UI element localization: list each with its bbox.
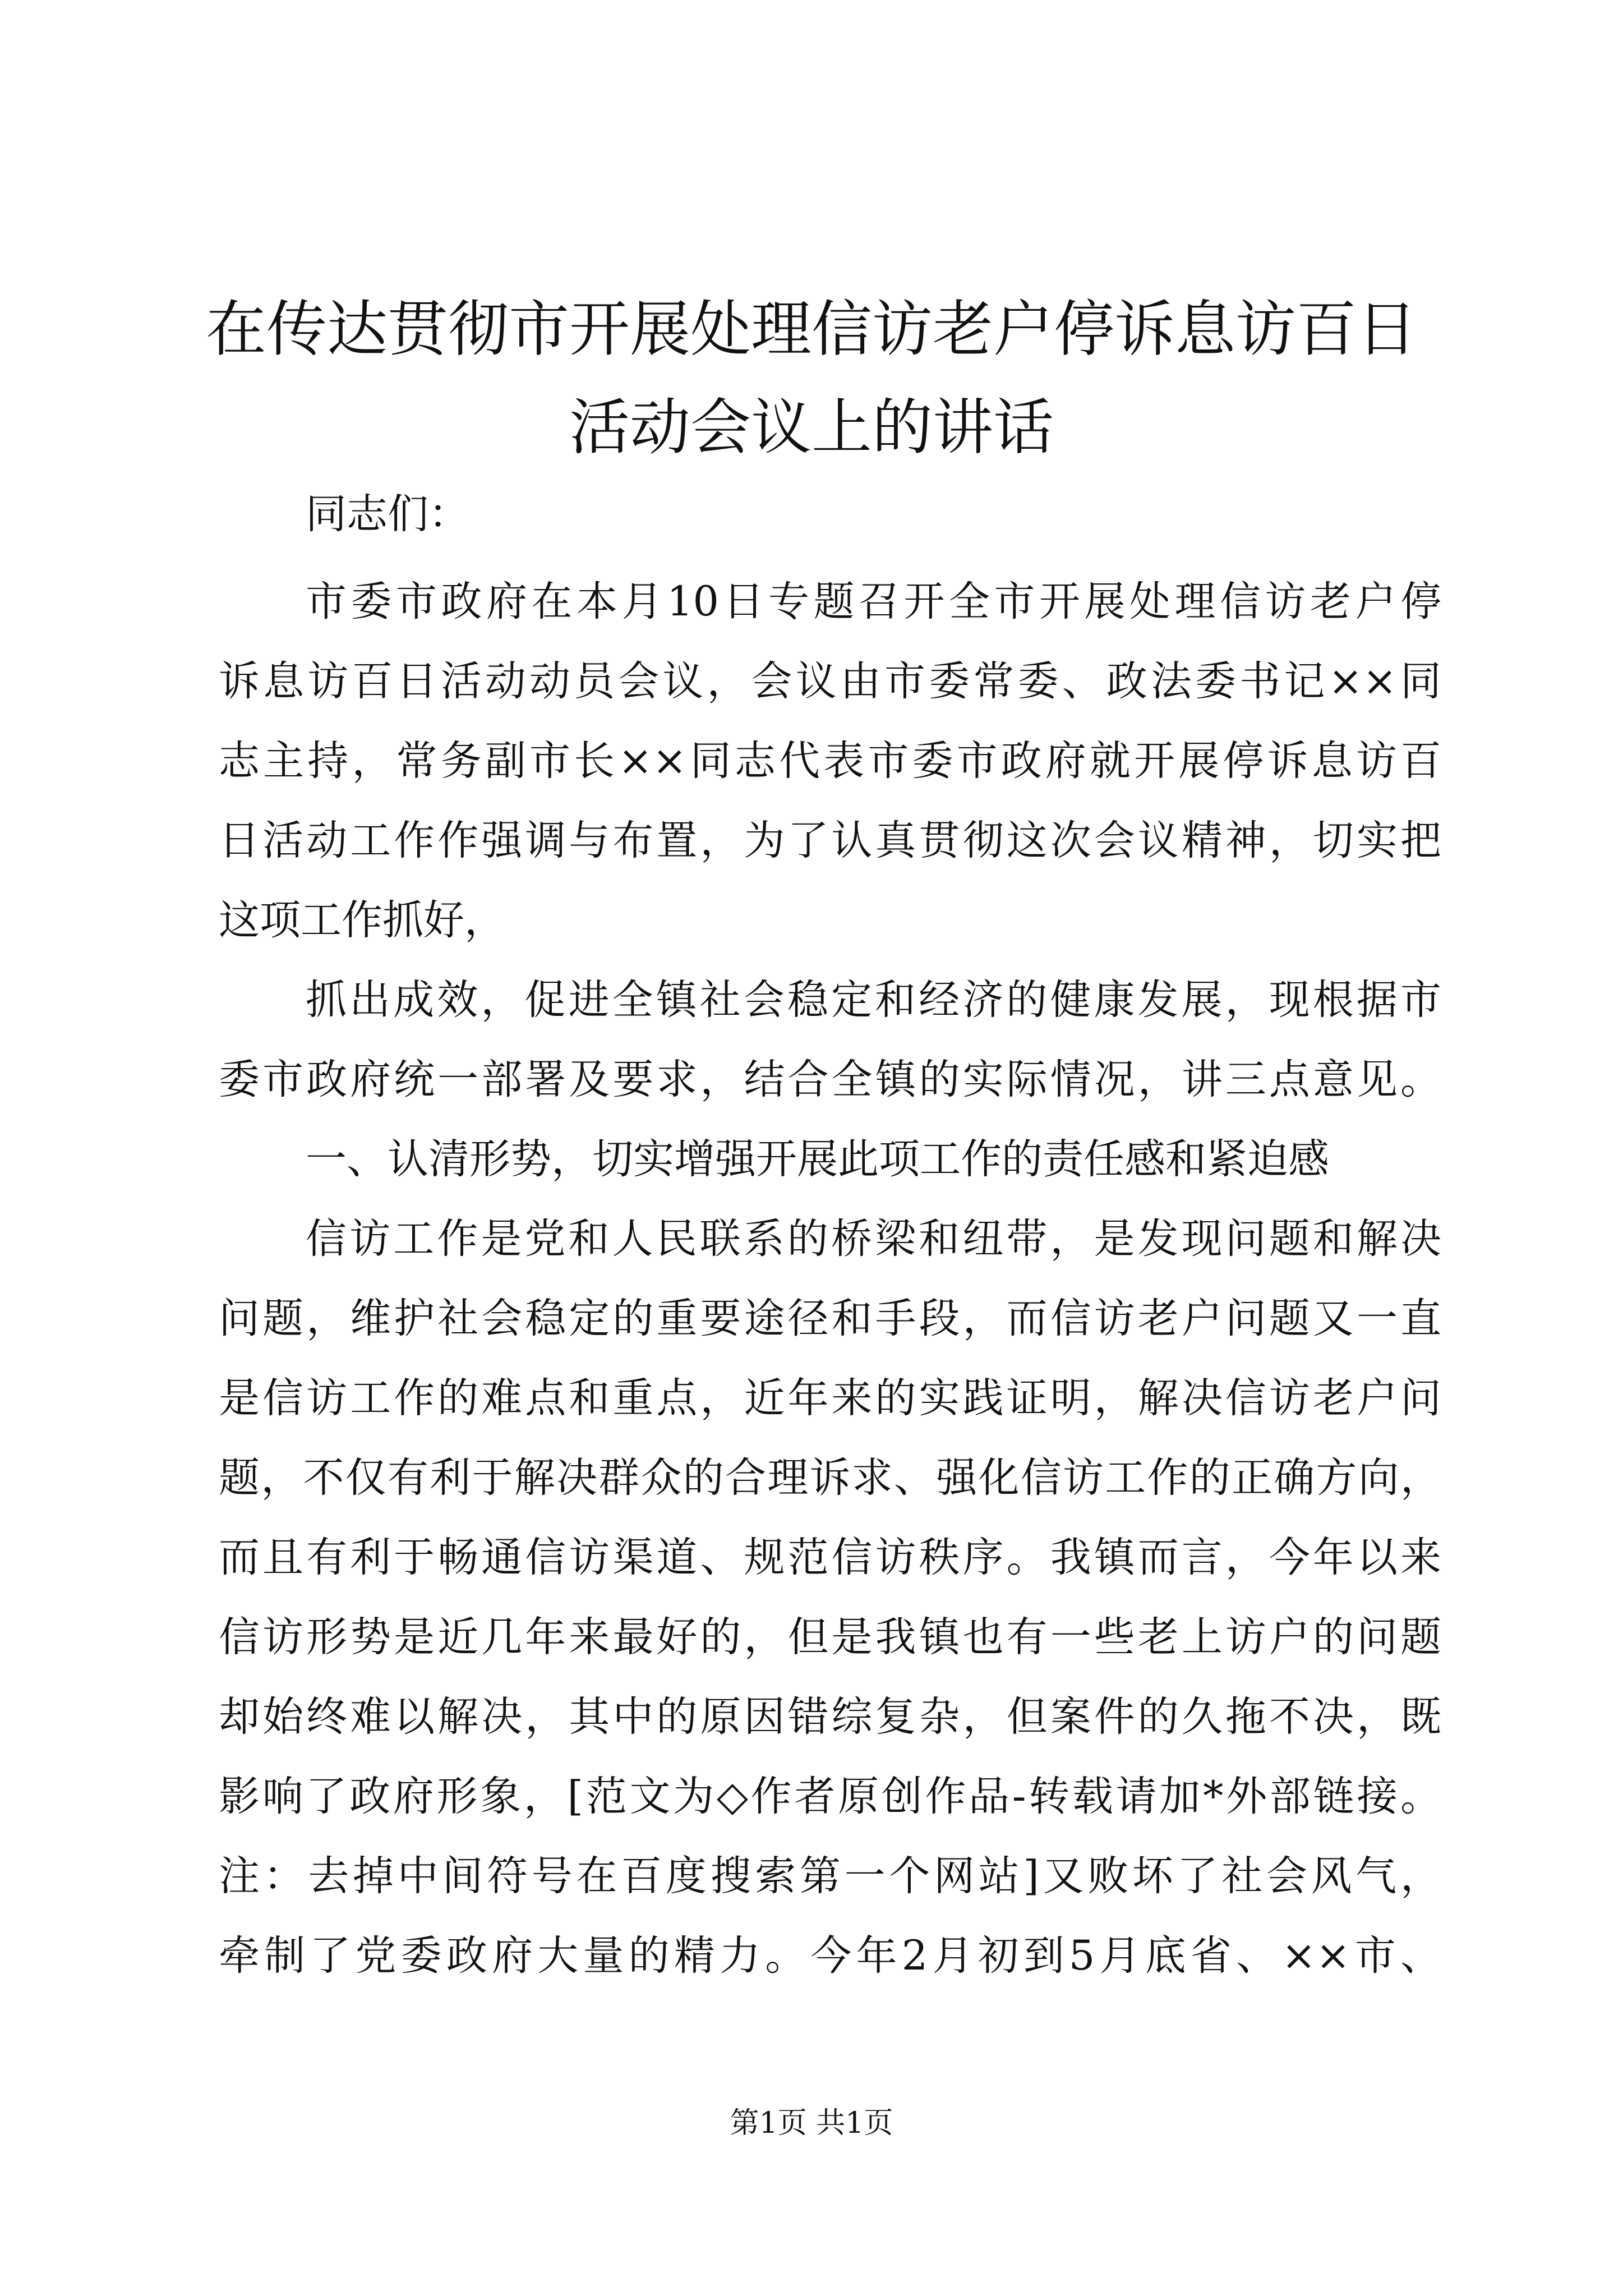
paragraph-line: 信访形势是近几年来最好的，但是我镇也有一些老上访户的问题 bbox=[219, 1613, 1441, 1661]
paragraph-line: 这项工作抓好， bbox=[219, 896, 505, 944]
paragraph-line: 是信访工作的难点和重点，近年来的实践证明，解决信访老户问 bbox=[219, 1374, 1441, 1422]
paragraph-line: 抓出成效，促进全镇社会稳定和经济的健康发展，现根据市 bbox=[306, 976, 1441, 1024]
paragraph-line: 却始终难以解决，其中的原因错综复杂，但案件的久拖不决，既 bbox=[219, 1693, 1441, 1741]
paragraph-line: 委市政府统一部署及要求，结合全镇的实际情况，讲三点意见。 bbox=[219, 1056, 1441, 1103]
paragraph-line: 问题，维护社会稳定的重要途径和手段，而信访老户问题又一直 bbox=[219, 1295, 1441, 1342]
document-title bbox=[185, 280, 1438, 477]
title-line: 在传达贯彻市开展处理信访老户停诉息访百日 bbox=[205, 295, 1417, 365]
salutation: 同志们： bbox=[306, 490, 469, 538]
page-footer: 第1页 共1页 bbox=[730, 2106, 893, 2140]
paragraph-line: 牵制了党委政府大量的精力。今年2月初到5月底省、××市、 bbox=[219, 1932, 1441, 1980]
paragraph-line: 志主持，常务副市长××同志代表市委市政府就开展停诉息访百 bbox=[219, 737, 1441, 785]
paragraph-line: 而且有利于畅通信访渠道、规范信访秩序。我镇而言，今年以来 bbox=[219, 1534, 1441, 1581]
paragraph-line: 日活动工作作强调与布置，为了认真贯彻这次会议精神，切实把 bbox=[219, 817, 1441, 864]
paragraph-line: 影响了政府形象，[范文为◇作者原创作品-转载请加*外部链接。 bbox=[219, 1773, 1441, 1820]
paragraph-line: 诉息访百日活动动员会议，会议由市委常委、政法委书记××同 bbox=[219, 657, 1441, 705]
paragraph-line: 市委市政府在本月10日专题召开全市开展处理信访老户停 bbox=[306, 578, 1441, 625]
paragraph-line: 题，不仅有利于解决群众的合理诉求、强化信访工作的正确方向， bbox=[219, 1454, 1441, 1502]
title-line: 活动会议上的讲话 bbox=[569, 393, 1054, 463]
paragraph-line: 信访工作是党和人民联系的桥梁和纽带，是发现问题和解决 bbox=[306, 1215, 1441, 1263]
paragraph-line: 注：去掉中间符号在百度搜索第一个网站]又败坏了社会风气， bbox=[219, 1852, 1441, 1900]
section-heading: 一、认清形势，切实增强开展此项工作的责任感和紧迫感 bbox=[306, 1135, 1329, 1183]
